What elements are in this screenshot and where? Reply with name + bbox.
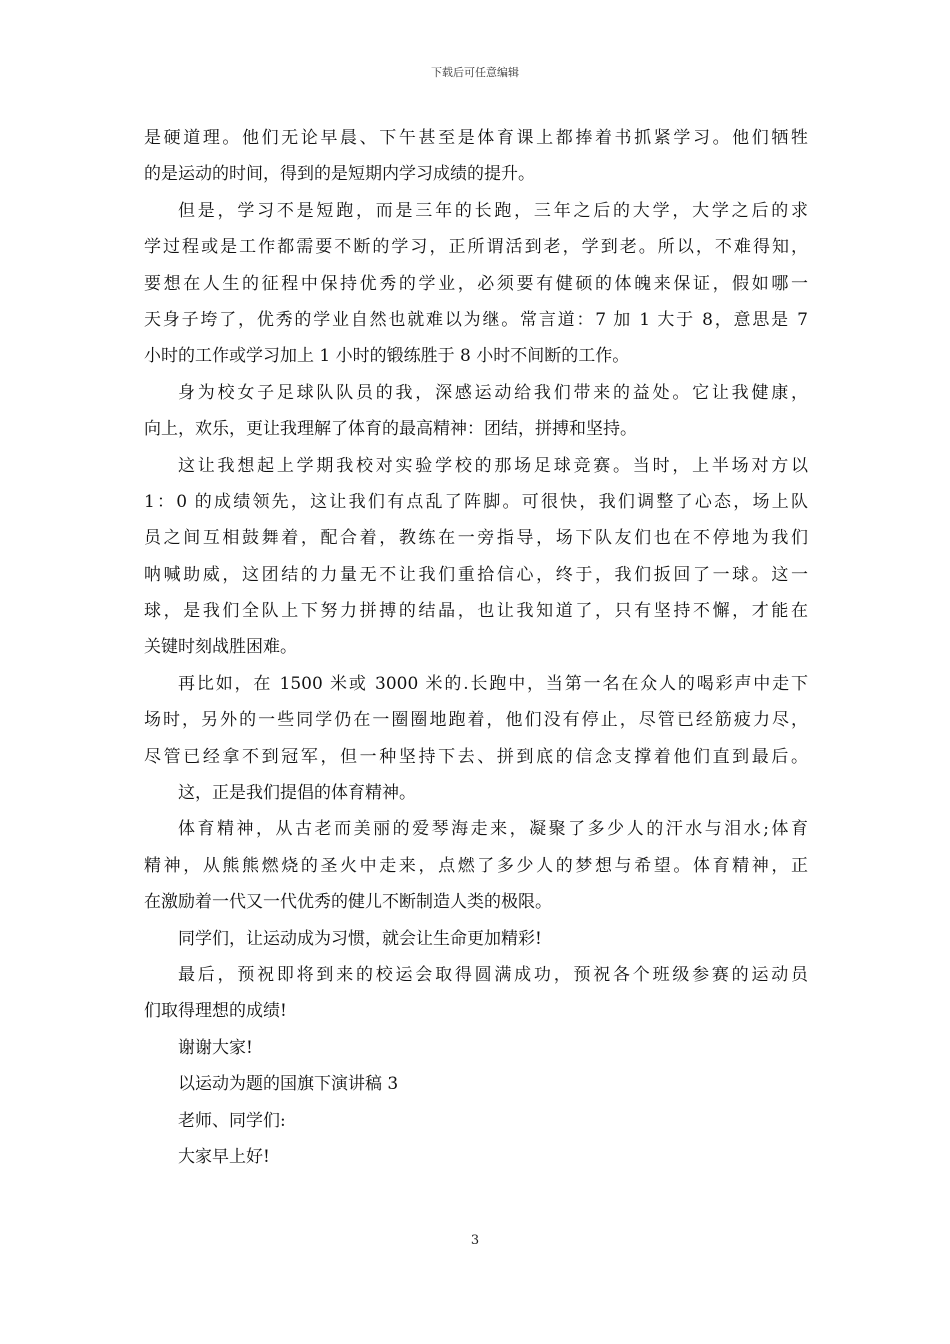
text-line: 最后，预祝即将到来的校运会取得圆满成功，预祝各个班级参赛的运动员	[178, 964, 808, 985]
text-line: 这让我想起上学期我校对实验学校的那场足球竞赛。当时，上半场对方以	[178, 455, 808, 476]
text-line: 是硬道理。他们无论早晨、下午甚至是体育课上都捧着书抓紧学习。他们牺牲	[144, 128, 808, 148]
page-number: 3	[470, 1233, 480, 1248]
text-line: 老师、同学们:	[178, 1110, 286, 1131]
text-line: 小时的工作或学习加上 1 小时的锻练胜于 8 小时不间断的工作。	[144, 346, 630, 367]
text-line: 们取得理想的成绩!	[144, 1001, 287, 1022]
text-line: 要想在人生的征程中保持优秀的学业，必须要有健硕的体魄来保证，假如哪一	[144, 273, 808, 294]
text-line: 球，是我们全队上下努力拼搏的结晶，也让我知道了，只有坚持不懈，才能在	[144, 601, 808, 622]
text-line: 向上，欢乐，更让我理解了体育的最高精神：团结，拼搏和坚持。	[144, 419, 637, 440]
text-line: 在激励着一代又一代优秀的健儿不断制造人类的极限。	[144, 892, 552, 913]
section-title: 以运动为题的国旗下演讲稿 3	[178, 1074, 399, 1095]
document-body	[144, 120, 808, 1175]
text-line: 大家早上好!	[178, 1146, 270, 1167]
text-line: 精神，从熊熊燃烧的圣火中走来，点燃了多少人的梦想与希望。体育精神，正	[144, 855, 808, 876]
text-line: 再比如，在 1500 米或 3000 米的.长跑中，当第一名在众人的喝彩声中走下	[178, 673, 808, 694]
text-line: 员之间互相鼓舞着，配合着，教练在一旁指导，场下队友们也在不停地为我们	[144, 528, 808, 549]
text-line: 但是，学习不是短跑，而是三年的长跑，三年之后的大学，大学之后的求	[178, 200, 808, 221]
text-line: 体育精神，从古老而美丽的爱琴海走来，凝聚了多少人的汗水与泪水;体育	[178, 819, 808, 840]
text-line: 谢谢大家!	[178, 1037, 253, 1058]
text-line: 1：0 的成绩领先，这让我们有点乱了阵脚。可很快，我们调整了心态，场上队	[144, 491, 808, 512]
text-line: 身为校女子足球队队员的我，深感运动给我们带来的益处。它让我健康，	[178, 382, 808, 403]
text-line: 关键时刻战胜困难。	[144, 637, 297, 658]
text-line: 天身子垮了，优秀的学业自然也就难以为继。常言道：7 加 1 大于 8，意思是 7	[144, 309, 808, 330]
page-header: 下载后可任意编辑	[431, 66, 519, 79]
text-line: 这，正是我们提倡的体育精神。	[178, 783, 416, 804]
text-line: 呐喊助威，这团结的力量无不让我们重拾信心，终于，我们扳回了一球。这一	[144, 564, 808, 585]
text-line: 同学们，让运动成为习惯，就会让生命更加精彩!	[178, 928, 542, 949]
text-line: 场时，另外的一些同学仍在一圈圈地跑着，他们没有停止，尽管已经筋疲力尽，	[144, 710, 808, 731]
text-line: 尽管已经拿不到冠军，但一种坚持下去、拼到底的信念支撑着他们直到最后。	[144, 746, 808, 767]
text-line: 的是运动的时间，得到的是短期内学习成绩的提升。	[144, 164, 535, 185]
text-line: 学过程或是工作都需要不断的学习，正所谓活到老，学到老。所以，不难得知，	[144, 237, 808, 258]
